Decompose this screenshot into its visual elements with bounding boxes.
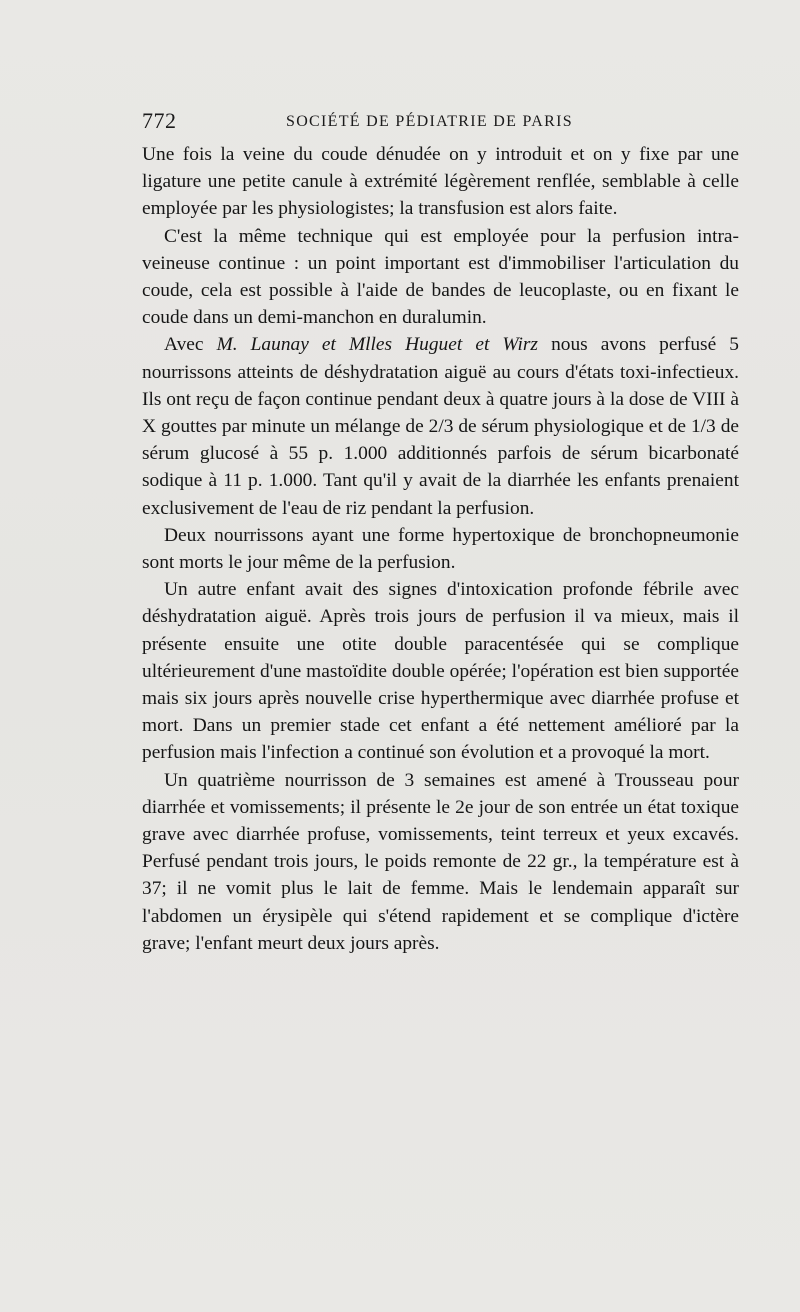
paragraph-text: Une fois la veine du coude dénudée on y introduit et on y fixe par une ligature une petite canule à extrémité légèrement renflée, semblable à celle employée par les physiologistes; la transfusion est alors faite. <box>142 144 739 220</box>
paragraph <box>142 576 739 766</box>
paragraph <box>142 522 739 576</box>
paragraph-text: Un quatrième nourrisson de 3 semaines est amené à Trousseau pour diarrhée et vomissements; il présente le 2e jour de son entrée un état toxique grave avec diarrhée profuse, vomissements, teint terreux et yeux excavés. Perfusé pendant trois jours, le poids remonte de 22 gr., la température est à 37; il ne vomit plus le lait de femme. Mais le lendemain apparaît sur l'abdomen un érysipèle qui s'étend rapidement et se complique d'ictère grave; l'enfant meurt deux jours après. <box>142 769 739 954</box>
paragraph-text: C'est la même technique qui est employée pour la perfusion intra-veineuse continue : un point important est d'immobiliser l'articulation du coude, cela est possible à l'aide de bandes de leucoplaste, ou en fixant le coude dans un demi-manchon en duralumin. <box>142 225 739 329</box>
paragraph <box>142 767 739 957</box>
paragraph-text: Deux nourrissons ayant une forme hypertoxique de bronchopneumonie sont morts le jour même de la perfusion. <box>142 524 739 574</box>
page-number: 772 <box>142 108 177 133</box>
author-names: M. Launay et Mlles Huguet et Wirz <box>216 334 538 356</box>
page-header <box>142 108 742 138</box>
paragraph-text: Un autre enfant avait des signes d'intoxication profonde fébrile avec déshydratation aiguë. Après trois jours de perfusion il va mieux, mais il présente ensuite une otite double paracentésée qui se complique ultérieurement d'une mastoïdite double opérée; l'opération est bien supportée mais six jours après nouvelle crise hyperthermique avec diarrhée profuse et mort. Dans un premier stade cet enfant a été nettement amélioré par la perfusion mais l'infection a continué son évolution et a provoqué la mort. <box>142 579 739 764</box>
paragraph <box>142 141 739 223</box>
paragraph-prefix: Avec <box>164 334 217 356</box>
paragraph <box>142 331 739 521</box>
body-text <box>142 141 739 957</box>
paragraph <box>142 223 739 332</box>
running-head: SOCIÉTÉ DE PÉDIATRIE DE PARIS <box>286 113 573 130</box>
paragraph-text: nous avons perfusé 5 nourrissons atteints de déshydratation aiguë au cours d'états toxi-infectieux. Ils ont reçu de façon continue pendant deux à quatre jours à la dose de VIII à X gouttes par minute un mélange de 2/3 de sérum physiologique et de 1/3 de sérum glucosé à 55 p. 1.000 additionnés parfois de sérum bicarbonaté sodique à 11 p. 1.000. Tant qu'il y avait de la diarrhée les enfants prenaient exclusivement de l'eau de riz pendant la perfusion. <box>142 334 739 519</box>
